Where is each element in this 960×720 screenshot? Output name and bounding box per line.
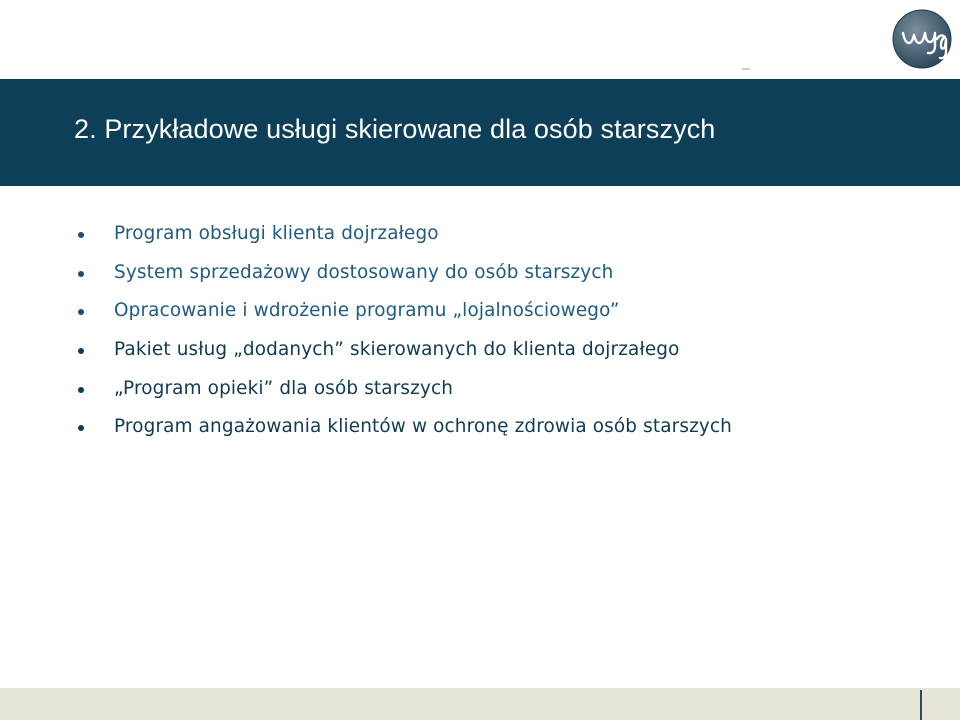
bullet-text: Program obsługi klienta dojrzałego: [114, 223, 439, 244]
bullet-dot-icon: [78, 232, 84, 238]
bullet-text: Opracowanie i wdrożenie programu „lojalnościowego”: [114, 300, 620, 322]
bullet-text: Pakiet usług „dodanych” skierowanych do klienta dojrzałego: [114, 339, 680, 361]
logo-icon: [892, 9, 952, 69]
logo: [892, 9, 952, 69]
bullet-item: [0, 254, 960, 293]
bullet-dot-icon: [78, 309, 84, 315]
bullet-text: Program angażowania klientów w ochronę zdrowia osób starszych: [114, 416, 732, 438]
logo-text: wyg: [921, 65, 923, 66]
footer-divider: [920, 690, 922, 720]
bullet-item: [0, 408, 960, 447]
bullet-item: [0, 292, 960, 331]
footer-band: [0, 688, 960, 720]
bullet-text: „Program opieki” dla osób starszych: [114, 377, 454, 399]
bullet-item: [0, 370, 960, 409]
bullet-list: [0, 215, 960, 447]
bullet-dot-icon: [78, 425, 84, 431]
slide-title: 2. Przykładowe usługi skierowane dla osób starszych: [74, 114, 716, 144]
bullet-item: [0, 331, 960, 370]
bullet-dot-icon: [78, 387, 84, 393]
bullet-dot-icon: [78, 348, 84, 354]
bullet-item: [0, 215, 960, 254]
logo-underline-mark: [742, 68, 750, 70]
bullet-text: System sprzedażowy dostosowany do osób starszych: [114, 261, 614, 283]
bullet-dot-icon: [78, 271, 84, 277]
